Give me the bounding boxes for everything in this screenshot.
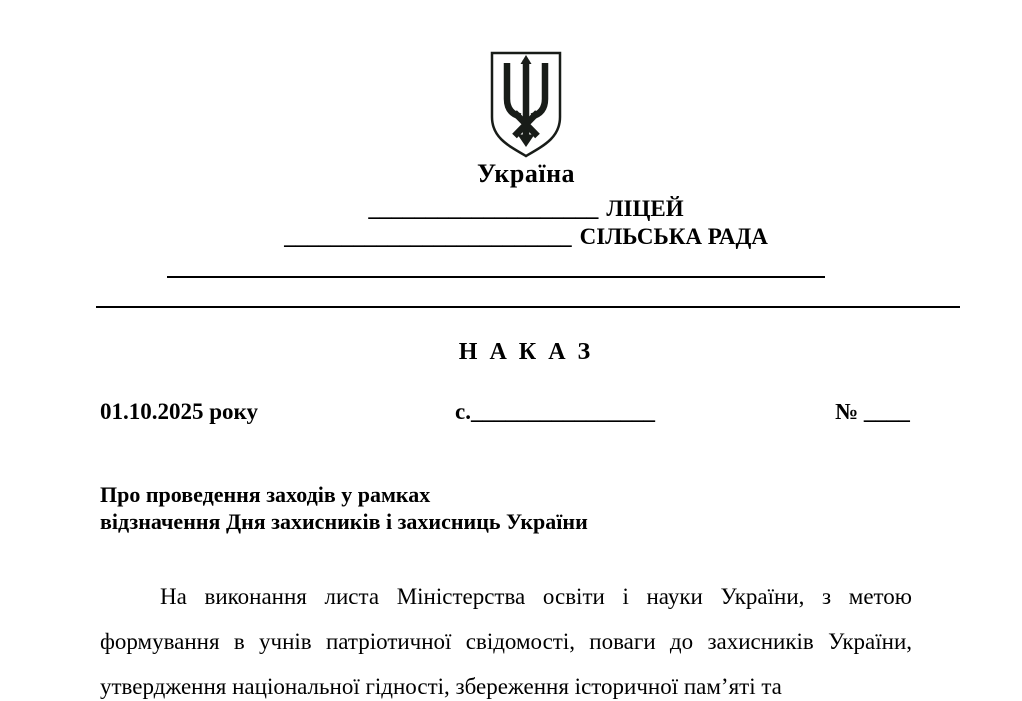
lyceum-label: ЛІЦЕЙ xyxy=(606,196,684,221)
place-blank: ________________ xyxy=(470,399,655,424)
institution-name-blank-rule xyxy=(167,276,825,278)
lyceum-name-blank: ____________________ xyxy=(368,196,599,221)
order-date: 01.10.2025 року xyxy=(100,399,258,424)
order-title: Н А К А З xyxy=(458,339,594,365)
number-prefix: № xyxy=(835,399,859,424)
lyceum-name-line xyxy=(30,196,1022,222)
country-name: Україна xyxy=(476,159,576,188)
order-meta-row xyxy=(0,399,1022,429)
village-council-label: СІЛЬСЬКА РАДА xyxy=(579,224,768,249)
place-prefix: с. xyxy=(455,399,471,424)
order-subject-heading xyxy=(100,481,800,535)
village-council-line xyxy=(30,224,1022,250)
subject-line-1: Про проведення заходів у рамках xyxy=(100,482,431,507)
order-body-paragraph: На виконання листа Міністерства освіти і науки України, з метою формування в учнів патріотичної свідомості, поваги до захисників України, утвердження національної гідності, збереження історичної пам’яті та xyxy=(100,584,912,699)
subject-line-2: відзначення Дня захисників і захисниць України xyxy=(100,509,588,534)
number-blank: ____ xyxy=(863,399,910,424)
order-number xyxy=(835,399,910,425)
order-place xyxy=(455,399,655,425)
coat-of-arms-wrap xyxy=(30,49,1022,166)
letterhead-separator-rule xyxy=(96,306,960,308)
village-council-blank: _________________________ xyxy=(284,224,572,249)
ukraine-trident-emblem-icon xyxy=(486,49,566,161)
